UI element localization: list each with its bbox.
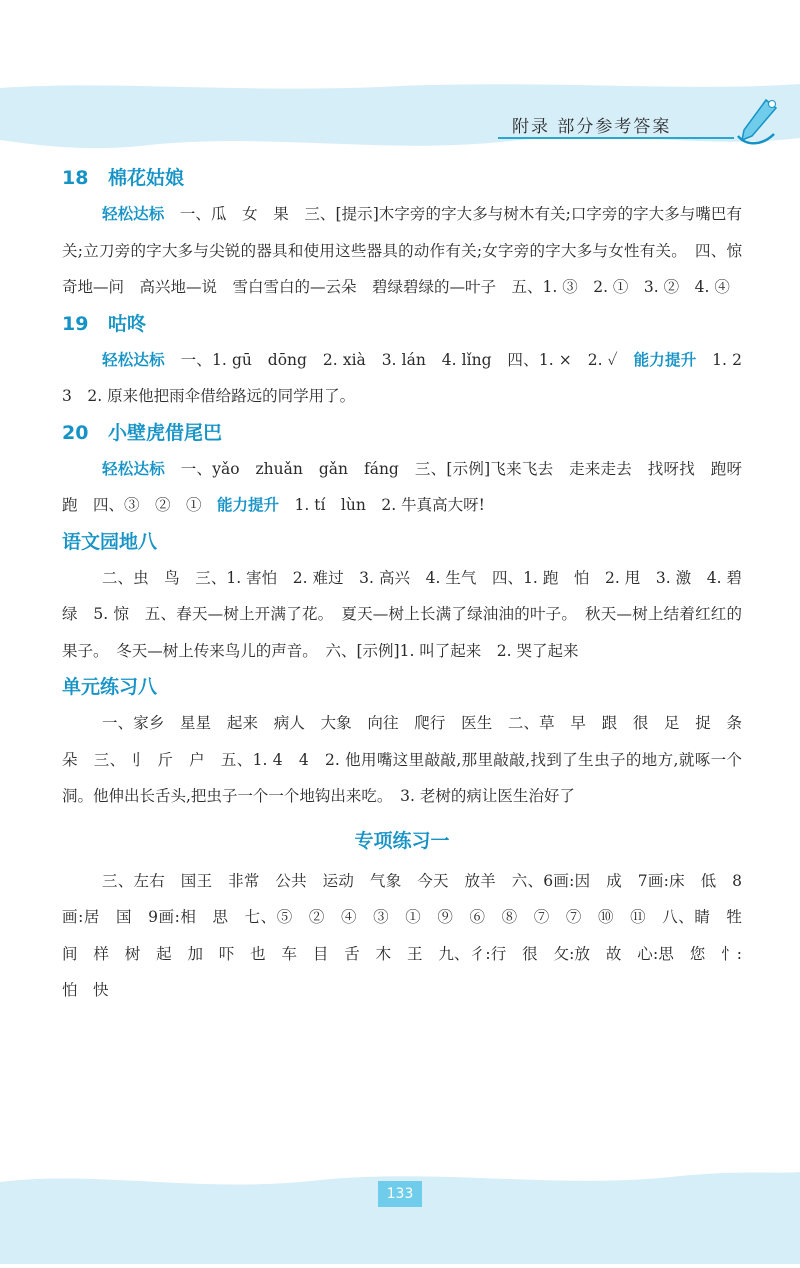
- answer-paragraph: [62, 705, 758, 815]
- lesson-title: 语文园地八: [62, 530, 158, 553]
- exercise-label: 轻松达标: [102, 350, 165, 369]
- lesson-title: 单元练习八: [62, 676, 158, 698]
- answer-section: [62, 160, 742, 306]
- section-heading: [62, 669, 742, 705]
- answer-section: [62, 415, 742, 524]
- answer-text: 1. 2 3 2. 原来他把雨伞借给路远的同学用了。: [62, 350, 758, 405]
- footer-wave-band: [0, 1160, 800, 1264]
- answer-paragraph: [62, 342, 758, 415]
- answer-section: [62, 306, 758, 415]
- special-practice-title: 专项练习一: [354, 829, 450, 852]
- answer-text: 1. tí lùn 2. 牛真高大呀!: [279, 496, 485, 514]
- answer-paragraph: [62, 196, 742, 306]
- header-label: 附录 部分参考答案: [512, 117, 672, 137]
- lesson-number: 18: [62, 167, 89, 189]
- lesson-number: 19: [62, 312, 89, 335]
- answer-text: 一、瓜 女 果 三、[提示]木字旁的字大多与树木有关;口字旁的字大多与嘴巴有关;立刀旁的字大多与尖锐的器具和使用这些器具的动作有关;女字旁的字大多与女性有关。 四、惊奇地—问 高兴地—说 雪白雪白的—云朵 碧绿碧绿的—叶子 五、1. ③ 2. ① 3. ② 4. ④: [62, 205, 742, 296]
- answer-paragraph: [62, 560, 742, 670]
- page-number: 133: [378, 1181, 422, 1207]
- header-wave-shape: [0, 80, 800, 160]
- exercise-label: 能力提升: [217, 496, 280, 514]
- lesson-title: 棉花姑娘: [108, 167, 185, 189]
- section-heading: [62, 524, 742, 560]
- section-heading: [62, 306, 742, 342]
- exercise-label: 能力提升: [633, 350, 697, 369]
- answer-section: [62, 524, 742, 670]
- answer-text: 一、yǎo zhuǎn gǎn fáng 三、[示例]飞来飞去 走来走去 找呀找 跑呀跑 四、③ ② ①: [62, 459, 742, 514]
- exercise-label: 轻松达标: [102, 459, 165, 478]
- header-rule: [498, 137, 734, 139]
- section-heading: [62, 415, 742, 451]
- exercise-label: 轻松达标: [102, 205, 165, 223]
- footer-wave-shape: [0, 1160, 800, 1264]
- answer-text: 一、1. gū dōng 2. xià 3. lán 4. lǐng 四、1. × 2. ✓: [164, 350, 634, 369]
- answer-section: [62, 669, 758, 815]
- pencil-icon: [736, 96, 784, 152]
- answer-text: 一、家乡 星星 起来 病人 大象 向往 爬行 医生 二、草 早 跟 很 足 捉 条 朵 三、刂 斤 户 五、1. 4 4 2. 他用嘴这里敲敲,那里敲敲,找到了生虫子的地方,就啄一个洞。他伸出长舌头,把虫子一个一个地钩出来吃。 3. 老树的病让医生治好了: [62, 714, 758, 805]
- lesson-title: 咕咚: [108, 312, 147, 335]
- answer-content: [62, 160, 758, 1009]
- answer-paragraph: [62, 451, 742, 524]
- answer-text: 二、虫 鸟 三、1. 害怕 2. 难过 3. 高兴 4. 生气 四、1. 跑 怕 2. 甩 3. 激 4. 碧绿 5. 惊 五、春天—树上开满了花。 夏天—树上长满了绿油油的叶子。 秋天—树上结着红红的果子。 冬天—树上传来鸟儿的声音。 六、[示例]1. 叫了起来 2. 哭了起来: [62, 568, 742, 660]
- section-heading: [62, 160, 742, 196]
- lesson-title: 小壁虎借尾巴: [108, 421, 223, 444]
- special-practice-text: 三、左右 国王 非常 公共 运动 气象 今天 放羊 六、6画:因 成 7画:床 低 8画:居 国 9画:相 思 七、⑤ ② ④ ③ ① ⑨ ⑥ ⑧ ⑦ ⑦ ⑩ ⑪ 八、睛 牲 间 样 树 起 加 吓 也 车 目 舌 木 王 九、彳:行 很 攵:放 故 心:思 您 忄:怕 快: [62, 871, 758, 999]
- lesson-number: 20: [62, 421, 89, 444]
- header-wave-band: [0, 80, 800, 160]
